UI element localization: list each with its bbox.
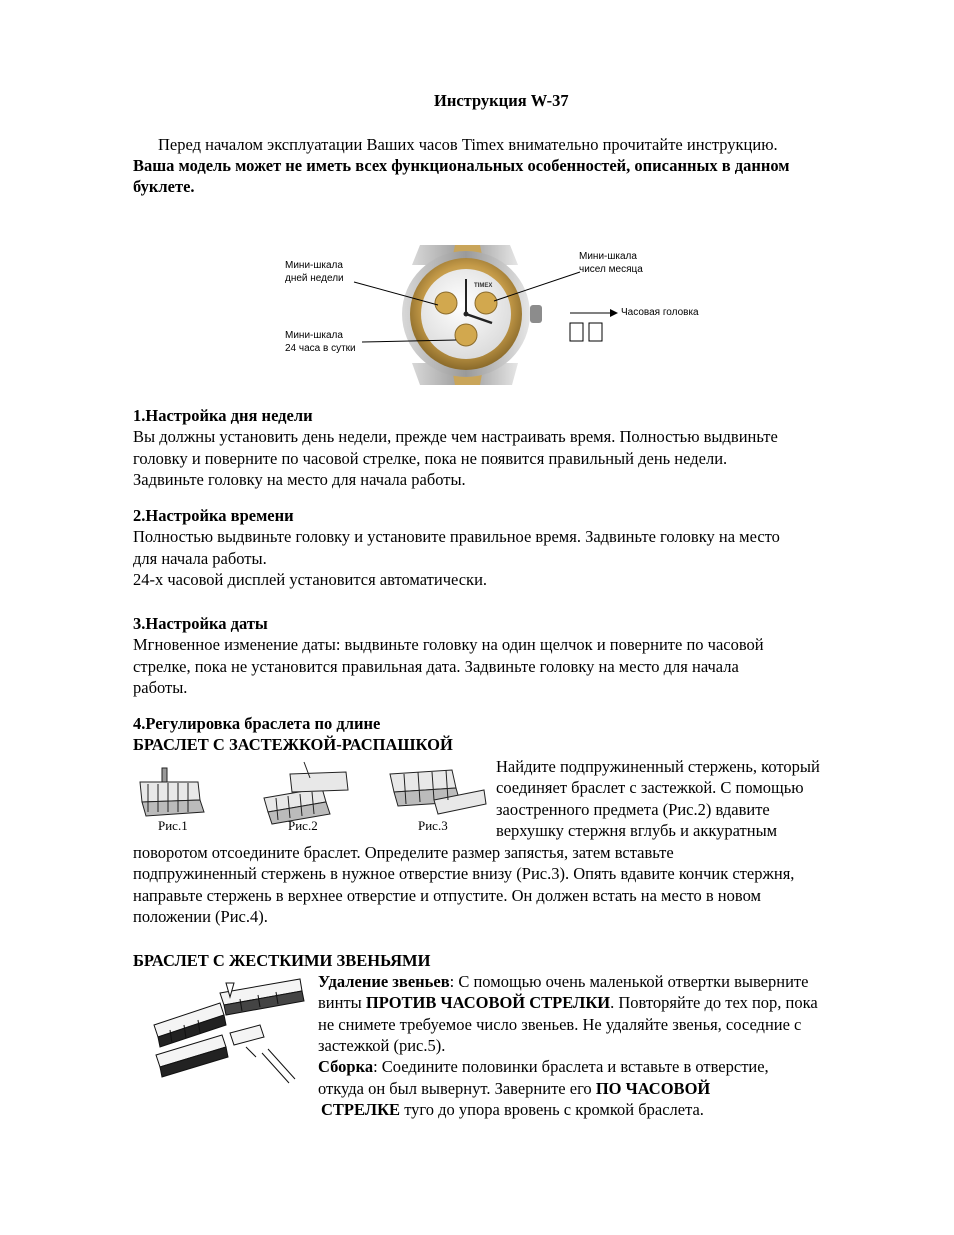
label-day-scale-line1: Мини-шкала [285, 260, 343, 271]
label-crown: Часовая головка [621, 307, 699, 318]
section2-heading: 2.Настройка времени [133, 506, 294, 525]
rigid-links-figure [150, 975, 310, 1085]
section4-side-line: соединяет браслет с застежкой. С помощью [496, 778, 804, 797]
assembly-emphasis: ПО ЧАСОВОЙ [595, 1079, 711, 1098]
removal-line2 [318, 992, 818, 1014]
section3-line: стрелке, пока не установится правильная дата. Задвиньте головку на место для начала [133, 657, 739, 676]
label-day-scale-line2: дней недели [285, 273, 344, 284]
section4-line: положении (Рис.4). [133, 907, 268, 926]
fig2-drawing [264, 762, 348, 824]
page-title: Инструкция W-37 [434, 91, 569, 110]
section4-side-line: заостренного предмета (Рис.2) вдавите [496, 800, 770, 819]
intro-warning: Ваша модель может не иметь всех функциональных особенностей, описанных в данном [133, 156, 790, 175]
removal-label: Удаление звеньев [318, 972, 450, 991]
fig1-drawing [140, 768, 204, 816]
removal-emphasis: ПРОТИВ ЧАСОВОЙ СТРЕЛКИ [365, 993, 611, 1012]
section1-line: Вы должны установить день недели, прежде чем настраивать время. Полностью выдвиньте [133, 427, 778, 446]
brand-mark: TIMEX [474, 283, 493, 289]
label-24h-scale [285, 329, 356, 355]
assembly-label: Сборка [318, 1057, 374, 1076]
section2-line: 24-х часовой дисплей установится автоматически. [133, 570, 488, 589]
fig3-caption: Рис.3 [418, 818, 448, 833]
label-24h-scale-line1: Мини-шкала [285, 330, 343, 341]
rigid-links-drawing [150, 975, 310, 1085]
section4-heading: 4.Регулировка браслета по длине [133, 714, 381, 733]
assembly-line2 [318, 1078, 710, 1100]
assembly-line3 [321, 1099, 704, 1121]
section2-line: для начала работы. [133, 549, 267, 568]
section3-heading: 3.Настройка даты [133, 614, 268, 633]
label-date-scale-line2: чисел месяца [579, 264, 643, 275]
assembly-emphasis: СТРЕЛКЕ [321, 1100, 401, 1119]
section4-line: поворотом отсоедините браслет. Определите размер запястья, затем вставьте [133, 843, 674, 862]
section5-heading: БРАСЛЕТ С ЖЕСТКИМИ ЗВЕНЬЯМИ [133, 951, 431, 970]
section2-line: Полностью выдвиньте головку и установите правильное время. Задвиньте головку на место [133, 527, 780, 546]
section1-line: Задвиньте головку на место для начала работы. [133, 470, 466, 489]
assembly-text: : Соедините половинки браслета и вставьте в отверстие, [373, 1057, 769, 1076]
label-24h-scale-line2: 24 часа в сутки [285, 343, 356, 354]
section4-side-line: верхушку стержня вглубь и аккуратным [496, 821, 778, 840]
assembly-line1 [318, 1056, 769, 1078]
removal-line4: застежкой (рис.5). [318, 1036, 446, 1055]
removal-line3: не снимете требуемое число звеньев. Не удаляйте звенья, соседние с [318, 1015, 802, 1034]
fig2-caption: Рис.2 [288, 818, 318, 833]
section1-line: головку и поверните по часовой стрелке, пока не появится правильный день недели. [133, 449, 728, 468]
label-date-scale [579, 250, 643, 276]
intro-warning-cont: буклете. [133, 177, 195, 196]
fig1-caption: Рис.1 [158, 818, 188, 833]
intro-text: Перед началом эксплуатации Ваших часов Timex внимательно прочитайте инструкцию. [158, 135, 778, 154]
section3-line: Мгновенное изменение даты: выдвиньте головку на один щелчок и поверните по часовой [133, 635, 764, 654]
removal-text: . Повторяйте до тех пор, пока [610, 993, 818, 1012]
assembly-text: туго до упора вровень с кромкой браслета. [400, 1100, 704, 1119]
fig3-drawing [390, 770, 486, 814]
removal-text: : С помощью очень маленькой отвертки выверните [449, 972, 809, 991]
assembly-text: откуда он был вывернут. Заверните его [318, 1079, 596, 1098]
section4-line: подпружиненный стержень в нужное отверстие внизу (Рис.3). Опять вдавите кончик стержня, [133, 864, 795, 883]
label-day-scale [285, 259, 344, 285]
section4-subheading: БРАСЛЕТ С ЗАСТЕЖКОЙ-РАСПАШКОЙ [133, 735, 453, 754]
removal-line1 [318, 971, 808, 993]
section4-side-line: Найдите подпружиненный стержень, который [496, 757, 820, 776]
section3-line: работы. [133, 678, 188, 697]
section4-line: направьте стержень в верхнее отверстие и отпустите. Он должен встать на место в новом [133, 886, 761, 905]
section1-heading: 1.Настройка дня недели [133, 406, 313, 425]
label-date-scale-line1: Мини-шкала [579, 251, 637, 262]
removal-text: винты [318, 993, 366, 1012]
